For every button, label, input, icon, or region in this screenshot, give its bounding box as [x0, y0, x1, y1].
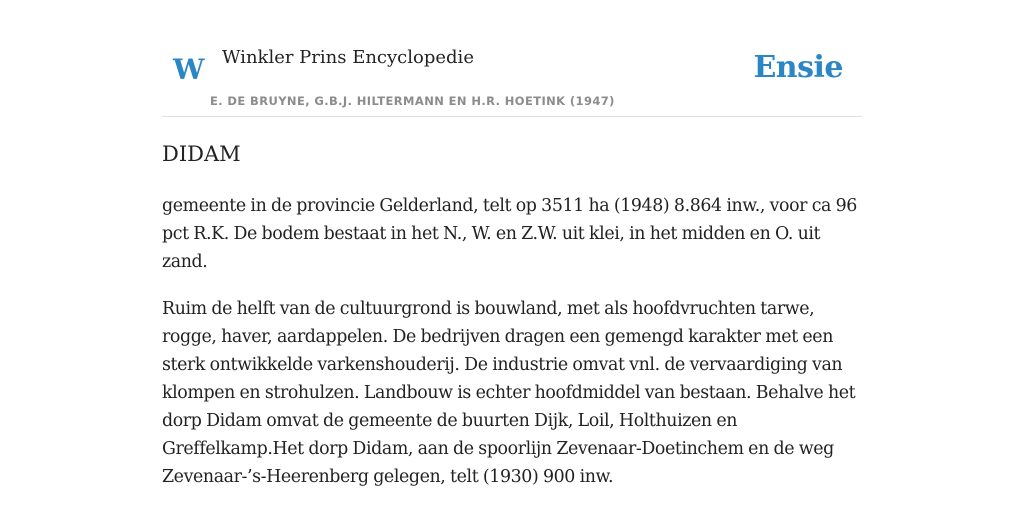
article-paragraph: Ruim de helft van de cultuurgrond is bouwland, met als hoofdvruchten tarwe, rogge, haver, aardappelen. De bedrijven dragen een gemengd karakter met een sterk ontwikkelde varkenshouderij. De industrie omvat vnl. de vervaardiging van klompen en strohulzen. Landbouw is echter hoofdmiddel van bestaan. Behalve het dorp Didam omvat de gemeente de buurten Dijk, Loil, Holthuizen en Greffelkamp.Het dorp Didam, aan de spoorlijn Zevenaar-Doetinchem en de weg Zevenaar-’s-Heerenberg gelegen, telt (1930) 900 inw. — [162, 299, 856, 487]
article-title: DIDAM — [162, 142, 241, 166]
source-title[interactable]: Winkler Prins Encyclopedie — [222, 47, 474, 68]
article-paragraph: gemeente in de provincie Gelderland, telt op 3511 ha (1948) 8.864 inw., voor ca 96 pct R.K. De bodem bestaat in het N., W. en Z.W. uit klei, in het midden en O. uit zand. — [162, 196, 857, 272]
source-authors: E. DE BRUYNE, G.B.J. HILTERMANN EN H.R. HOETINK (1947) — [210, 94, 615, 108]
brand-logo-link[interactable]: Ensie — [753, 50, 843, 85]
source-header — [162, 0, 862, 117]
article-body — [162, 192, 862, 510]
source-logo-icon[interactable]: W — [173, 53, 205, 86]
